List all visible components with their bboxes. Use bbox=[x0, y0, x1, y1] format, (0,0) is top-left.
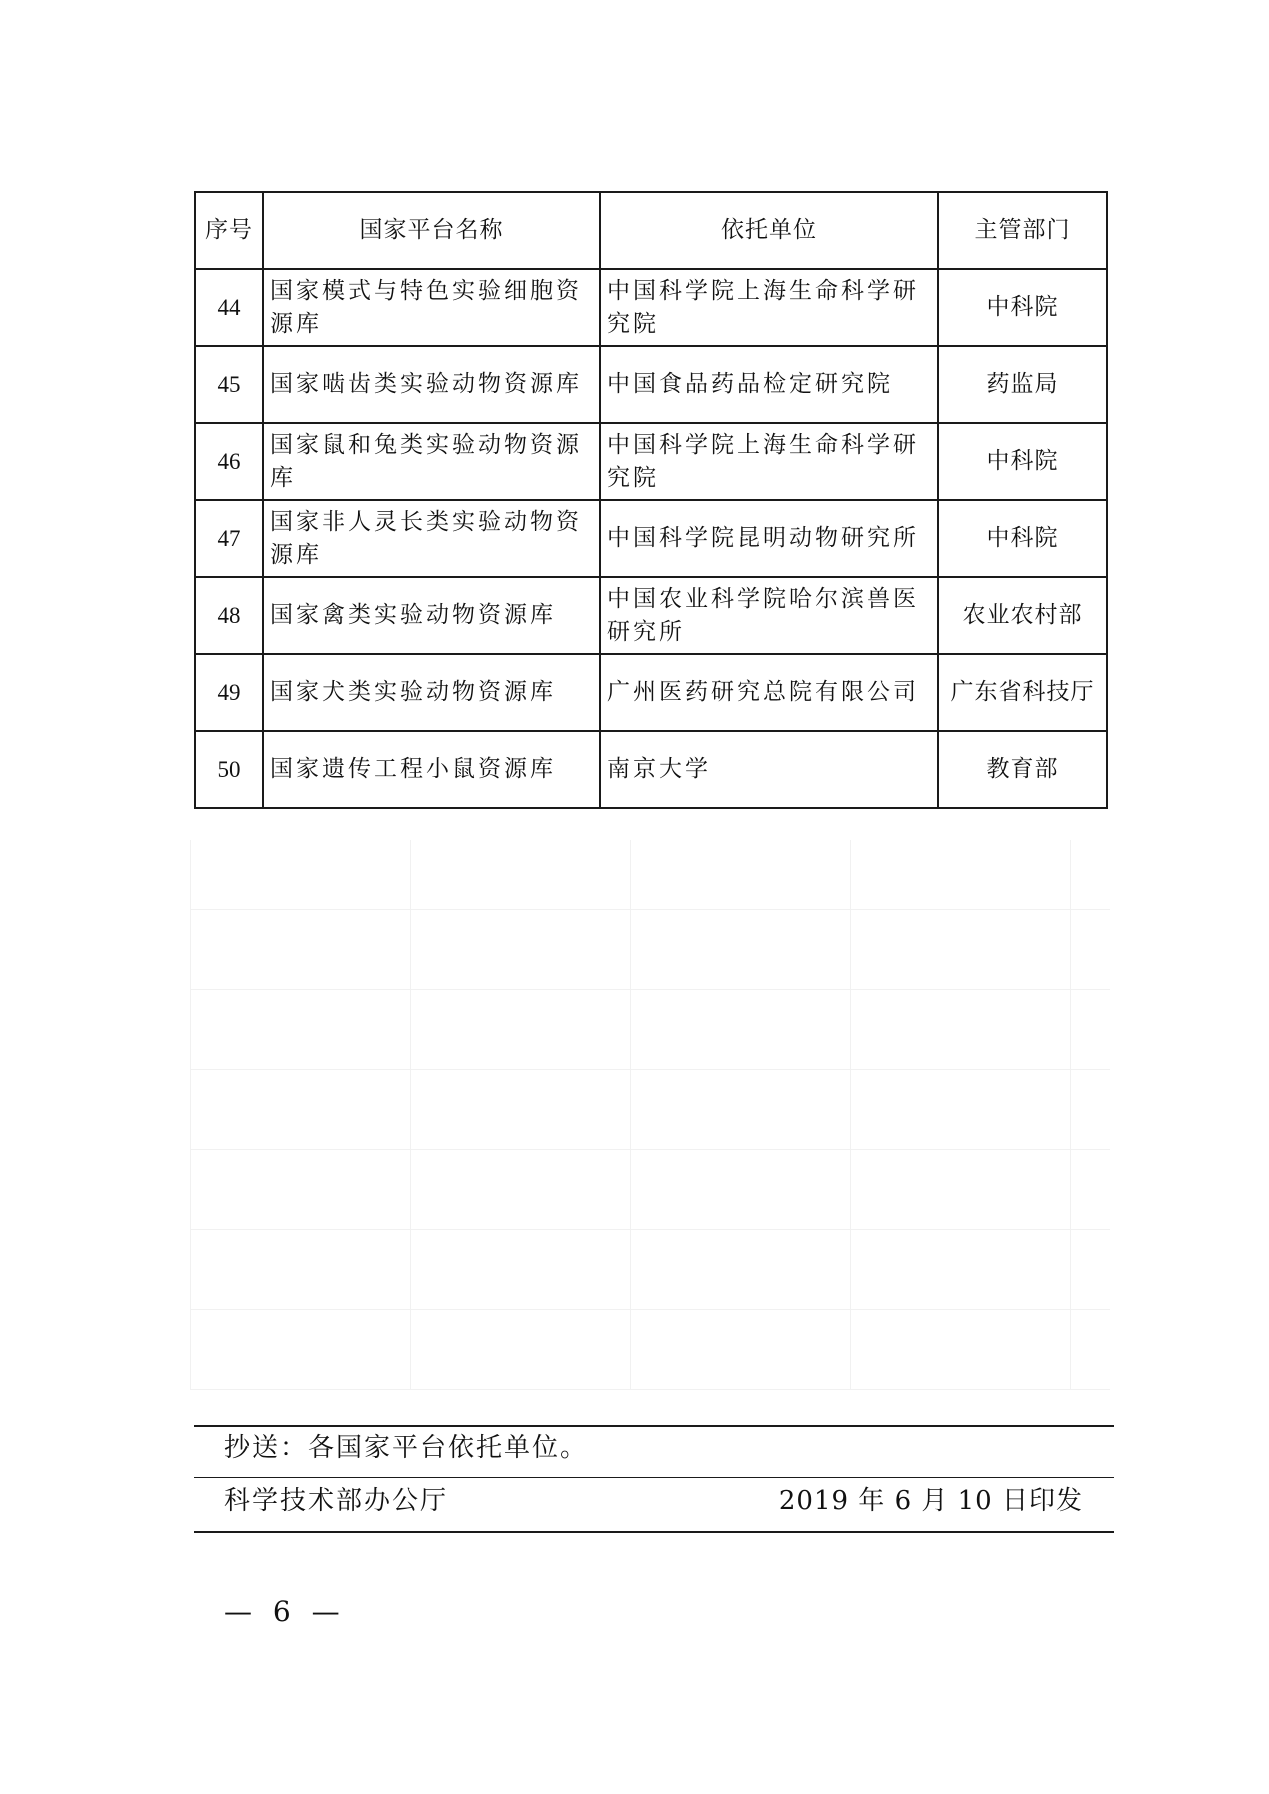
row-dept: 广东省科技厅 bbox=[938, 654, 1107, 731]
footer-top-rule bbox=[194, 1425, 1114, 1427]
row-no: 48 bbox=[195, 577, 263, 654]
row-dept: 药监局 bbox=[938, 346, 1107, 423]
page-number: — 6 — bbox=[224, 1595, 346, 1628]
row-org: 广州医药研究总院有限公司 bbox=[600, 654, 938, 731]
row-dept: 教育部 bbox=[938, 731, 1107, 808]
row-dept: 农业农村部 bbox=[938, 577, 1107, 654]
header-name: 国家平台名称 bbox=[263, 192, 600, 269]
footer-middle-rule bbox=[194, 1477, 1114, 1478]
table-row bbox=[195, 346, 1107, 423]
table-row bbox=[195, 500, 1107, 577]
footer-bottom-rule bbox=[194, 1531, 1114, 1533]
table-row bbox=[195, 423, 1107, 500]
header-dept: 主管部门 bbox=[938, 192, 1107, 269]
cc-recipients: 抄送：各国家平台依托单位。 bbox=[224, 1433, 589, 1463]
row-no: 47 bbox=[195, 500, 263, 577]
table-row bbox=[195, 269, 1107, 346]
row-org: 中国科学院上海生命科学研究院 bbox=[600, 269, 938, 346]
row-dept: 中科院 bbox=[938, 423, 1107, 500]
row-org: 南京大学 bbox=[600, 731, 938, 808]
table-header-row bbox=[195, 192, 1107, 269]
row-no: 44 bbox=[195, 269, 263, 346]
row-org: 中国科学院昆明动物研究所 bbox=[600, 500, 938, 577]
row-no: 45 bbox=[195, 346, 263, 423]
row-dept: 中科院 bbox=[938, 500, 1107, 577]
row-name: 国家模式与特色实验细胞资源库 bbox=[263, 269, 600, 346]
row-org: 中国科学院上海生命科学研究院 bbox=[600, 423, 938, 500]
row-name: 国家鼠和兔类实验动物资源库 bbox=[263, 423, 600, 500]
table-row bbox=[195, 577, 1107, 654]
row-name: 国家犬类实验动物资源库 bbox=[263, 654, 600, 731]
header-no: 序号 bbox=[195, 192, 263, 269]
row-no: 50 bbox=[195, 731, 263, 808]
table-row bbox=[195, 654, 1107, 731]
bleed-through-background bbox=[190, 840, 1110, 1390]
table-row bbox=[195, 731, 1107, 808]
row-org: 中国食品药品检定研究院 bbox=[600, 346, 938, 423]
row-name: 国家遗传工程小鼠资源库 bbox=[263, 731, 600, 808]
row-name: 国家禽类实验动物资源库 bbox=[263, 577, 600, 654]
platform-table bbox=[194, 191, 1108, 809]
issue-date: 2019 年 6 月 10 日印发 bbox=[778, 1486, 1083, 1516]
row-name: 国家非人灵长类实验动物资源库 bbox=[263, 500, 600, 577]
row-name: 国家啮齿类实验动物资源库 bbox=[263, 346, 600, 423]
row-dept: 中科院 bbox=[938, 269, 1107, 346]
row-no: 46 bbox=[195, 423, 263, 500]
row-no: 49 bbox=[195, 654, 263, 731]
header-org: 依托单位 bbox=[600, 192, 938, 269]
issuing-office: 科学技术部办公厅 bbox=[224, 1486, 449, 1516]
row-org: 中国农业科学院哈尔滨兽医研究所 bbox=[600, 577, 938, 654]
